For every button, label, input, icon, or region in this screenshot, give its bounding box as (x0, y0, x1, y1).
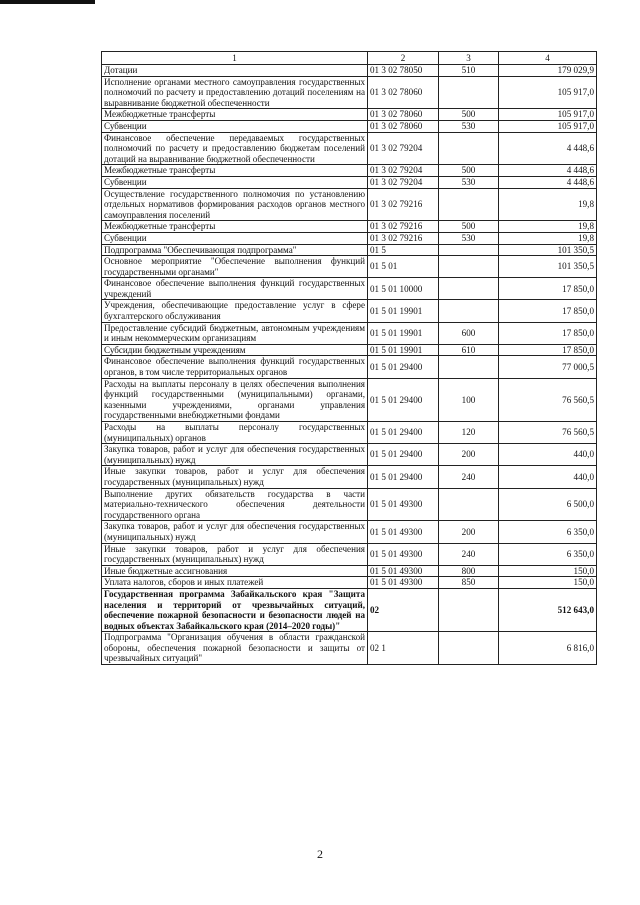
row-vr-cell: 200 (439, 444, 499, 466)
row-sum-cell: 17 850,0 (499, 344, 597, 356)
row-sum-cell: 19,8 (499, 232, 597, 244)
row-name-cell: Финансовое обеспечение выполнения функций государственных органов, в том числе территориальных органов (102, 356, 368, 378)
row-vr-cell (439, 488, 499, 521)
row-sum-cell: 6 816,0 (499, 632, 597, 665)
row-sum-cell: 77 000,5 (499, 356, 597, 378)
row-vr-cell: 500 (439, 165, 499, 177)
table-row (102, 322, 597, 344)
table-header (102, 52, 597, 65)
row-name-cell: Субвенции (102, 232, 368, 244)
row-vr-cell: 240 (439, 543, 499, 565)
page-number: 2 (317, 847, 323, 861)
row-code-cell: 01 3 02 78060 (368, 109, 439, 121)
row-vr-cell (439, 588, 499, 631)
row-name-cell: Субвенции (102, 120, 368, 132)
row-vr-cell (439, 632, 499, 665)
row-code-cell: 01 3 02 78060 (368, 120, 439, 132)
row-sum-cell: 105 917,0 (499, 109, 597, 121)
row-code-cell: 01 5 01 29400 (368, 422, 439, 444)
row-name-cell: Субвенции (102, 176, 368, 188)
table-row (102, 221, 597, 233)
table-row (102, 244, 597, 256)
row-name-cell: Финансовое обеспечение передаваемых государственных полномочий по расчету и предоставлению бюджетам поселений дотаций на выравнивание бюджетной обеспеченности (102, 132, 368, 165)
row-vr-cell: 530 (439, 176, 499, 188)
row-sum-cell: 150,0 (499, 577, 597, 589)
row-vr-cell: 800 (439, 565, 499, 577)
row-name-cell: Иные закупки товаров, работ и услуг для обеспечения государственных (муниципальных) нужд (102, 466, 368, 488)
row-name-cell: Расходы на выплаты персоналу государственных (муниципальных) органов (102, 422, 368, 444)
row-sum-cell: 76 560,5 (499, 422, 597, 444)
row-sum-cell: 440,0 (499, 466, 597, 488)
table-row (102, 300, 597, 322)
row-vr-cell: 500 (439, 109, 499, 121)
table-row (102, 521, 597, 543)
row-sum-cell: 17 850,0 (499, 278, 597, 300)
row-name-cell: Исполнение органами местного самоуправления государственных полномочий по расчету и предоставлению дотаций поселениям на выравнивание бюджетной обеспеченности (102, 76, 368, 109)
row-name-cell: Дотации (102, 65, 368, 77)
table-row (102, 344, 597, 356)
row-name-cell: Финансовое обеспечение выполнения функций государственных учреждений (102, 278, 368, 300)
row-vr-cell: 610 (439, 344, 499, 356)
row-name-cell: Основное мероприятие "Обеспечение выполнения функций государственными органами" (102, 256, 368, 278)
table-row (102, 76, 597, 109)
row-code-cell: 01 3 02 79204 (368, 176, 439, 188)
row-sum-cell: 17 850,0 (499, 322, 597, 344)
row-vr-cell (439, 244, 499, 256)
budget-table (101, 51, 597, 665)
row-code-cell: 01 3 02 79216 (368, 188, 439, 221)
row-name-cell: Подпрограмма "Организация обучения в области гражданской обороны, обеспечения пожарной безопасности и защиты от чрезвычайных ситуаций" (102, 632, 368, 665)
row-vr-cell (439, 76, 499, 109)
row-sum-cell: 440,0 (499, 444, 597, 466)
table-row (102, 444, 597, 466)
row-sum-cell: 6 350,0 (499, 521, 597, 543)
row-name-cell: Предоставление субсидий бюджетным, автономным учреждениям и иным некоммерческим организациям (102, 322, 368, 344)
row-name-cell: Закупка товаров, работ и услуг для обеспечения государственных (муниципальных) нужд (102, 444, 368, 466)
row-vr-cell (439, 188, 499, 221)
table-row (102, 132, 597, 165)
row-vr-cell: 850 (439, 577, 499, 589)
row-name-cell: Подпрограмма "Обеспечивающая подпрограмма" (102, 244, 368, 256)
table-row (102, 356, 597, 378)
table-body (102, 65, 597, 665)
row-code-cell: 01 3 02 79204 (368, 132, 439, 165)
row-vr-cell (439, 278, 499, 300)
row-code-cell: 01 5 01 19901 (368, 322, 439, 344)
row-name-cell: Межбюджетные трансферты (102, 165, 368, 177)
table-row (102, 176, 597, 188)
row-sum-cell: 17 850,0 (499, 300, 597, 322)
row-name-cell: Межбюджетные трансферты (102, 109, 368, 121)
row-vr-cell: 530 (439, 120, 499, 132)
header-col-sum: 4 (499, 52, 597, 65)
row-code-cell: 01 5 01 29400 (368, 444, 439, 466)
table-row (102, 232, 597, 244)
row-sum-cell: 150,0 (499, 565, 597, 577)
row-sum-cell: 19,8 (499, 188, 597, 221)
row-sum-cell: 179 029,9 (499, 65, 597, 77)
row-code-cell: 01 5 01 29400 (368, 466, 439, 488)
row-name-cell: Учреждения, обеспечивающие предоставление услуг в сфере бухгалтерского обслуживания (102, 300, 368, 322)
row-name-cell: Иные бюджетные ассигнования (102, 565, 368, 577)
top-edge-mark (0, 0, 95, 4)
table-row (102, 65, 597, 77)
row-name-cell: Государственная программа Забайкальского края "Защита населения и территорий от чрезвычайных ситуаций, обеспечение пожарной безопасности и безопасности людей на водных объектах Забайкальского края (2014–2020 годы)" (102, 588, 368, 631)
row-vr-cell: 600 (439, 322, 499, 344)
row-name-cell: Расходы на выплаты персоналу в целях обеспечения выполнения функций государственными (муниципальными) органами, казенными учреждениями, органами управления государственными внебюджетными фондами (102, 378, 368, 421)
row-name-cell: Уплата налогов, сборов и иных платежей (102, 577, 368, 589)
row-sum-cell: 19,8 (499, 221, 597, 233)
row-vr-cell (439, 300, 499, 322)
row-name-cell: Субсидии бюджетным учреждениям (102, 344, 368, 356)
table-row (102, 543, 597, 565)
row-sum-cell: 4 448,6 (499, 176, 597, 188)
row-vr-cell: 500 (439, 221, 499, 233)
row-name-cell: Осуществление государственного полномочия по установлению отдельных нормативов формирования расходов органов местного самоуправления поселений (102, 188, 368, 221)
table-row (102, 120, 597, 132)
row-sum-cell: 512 643,0 (499, 588, 597, 631)
table-row (102, 256, 597, 278)
header-col-code: 2 (368, 52, 439, 65)
row-sum-cell: 4 448,6 (499, 165, 597, 177)
row-code-cell: 01 5 01 10000 (368, 278, 439, 300)
row-sum-cell: 4 448,6 (499, 132, 597, 165)
row-code-cell: 01 3 02 79216 (368, 232, 439, 244)
row-code-cell: 01 5 01 (368, 256, 439, 278)
table-row (102, 165, 597, 177)
table-row (102, 588, 597, 631)
row-code-cell: 01 5 01 29400 (368, 356, 439, 378)
row-code-cell: 01 5 01 49300 (368, 543, 439, 565)
row-name-cell: Закупка товаров, работ и услуг для обеспечения государственных (муниципальных) нужд (102, 521, 368, 543)
row-sum-cell: 6 350,0 (499, 543, 597, 565)
header-col-vr: 3 (439, 52, 499, 65)
row-code-cell: 01 5 01 49300 (368, 577, 439, 589)
row-code-cell: 01 5 01 19901 (368, 344, 439, 356)
row-vr-cell: 530 (439, 232, 499, 244)
row-name-cell: Иные закупки товаров, работ и услуг для обеспечения государственных (муниципальных) нужд (102, 543, 368, 565)
row-name-cell: Межбюджетные трансферты (102, 221, 368, 233)
row-vr-cell (439, 256, 499, 278)
row-vr-cell: 200 (439, 521, 499, 543)
row-name-cell: Выполнение других обязательств государства в части материально-технического обеспечения деятельности государственного органа (102, 488, 368, 521)
header-row (102, 52, 597, 65)
row-code-cell: 01 5 01 29400 (368, 378, 439, 421)
row-code-cell: 02 (368, 588, 439, 631)
row-code-cell: 01 3 02 78050 (368, 65, 439, 77)
table-row (102, 188, 597, 221)
row-code-cell: 01 5 01 49300 (368, 521, 439, 543)
row-sum-cell: 101 350,5 (499, 256, 597, 278)
row-sum-cell: 76 560,5 (499, 378, 597, 421)
row-code-cell: 01 3 02 79204 (368, 165, 439, 177)
table-row (102, 109, 597, 121)
row-code-cell: 01 3 02 79216 (368, 221, 439, 233)
row-vr-cell: 120 (439, 422, 499, 444)
table-row (102, 422, 597, 444)
row-code-cell: 01 5 01 49300 (368, 488, 439, 521)
row-sum-cell: 105 917,0 (499, 76, 597, 109)
row-code-cell: 02 1 (368, 632, 439, 665)
row-code-cell: 01 5 01 49300 (368, 565, 439, 577)
row-sum-cell: 6 500,0 (499, 488, 597, 521)
table-row (102, 632, 597, 665)
row-vr-cell (439, 132, 499, 165)
table-row (102, 488, 597, 521)
row-code-cell: 01 5 (368, 244, 439, 256)
row-code-cell: 01 5 01 19901 (368, 300, 439, 322)
row-vr-cell: 100 (439, 378, 499, 421)
table-row (102, 466, 597, 488)
table-row (102, 577, 597, 589)
row-sum-cell: 101 350,5 (499, 244, 597, 256)
row-code-cell: 01 3 02 78060 (368, 76, 439, 109)
row-vr-cell: 510 (439, 65, 499, 77)
table-row (102, 278, 597, 300)
row-sum-cell: 105 917,0 (499, 120, 597, 132)
row-vr-cell (439, 356, 499, 378)
table-row (102, 565, 597, 577)
table-row (102, 378, 597, 421)
header-col-name: 1 (102, 52, 368, 65)
row-vr-cell: 240 (439, 466, 499, 488)
